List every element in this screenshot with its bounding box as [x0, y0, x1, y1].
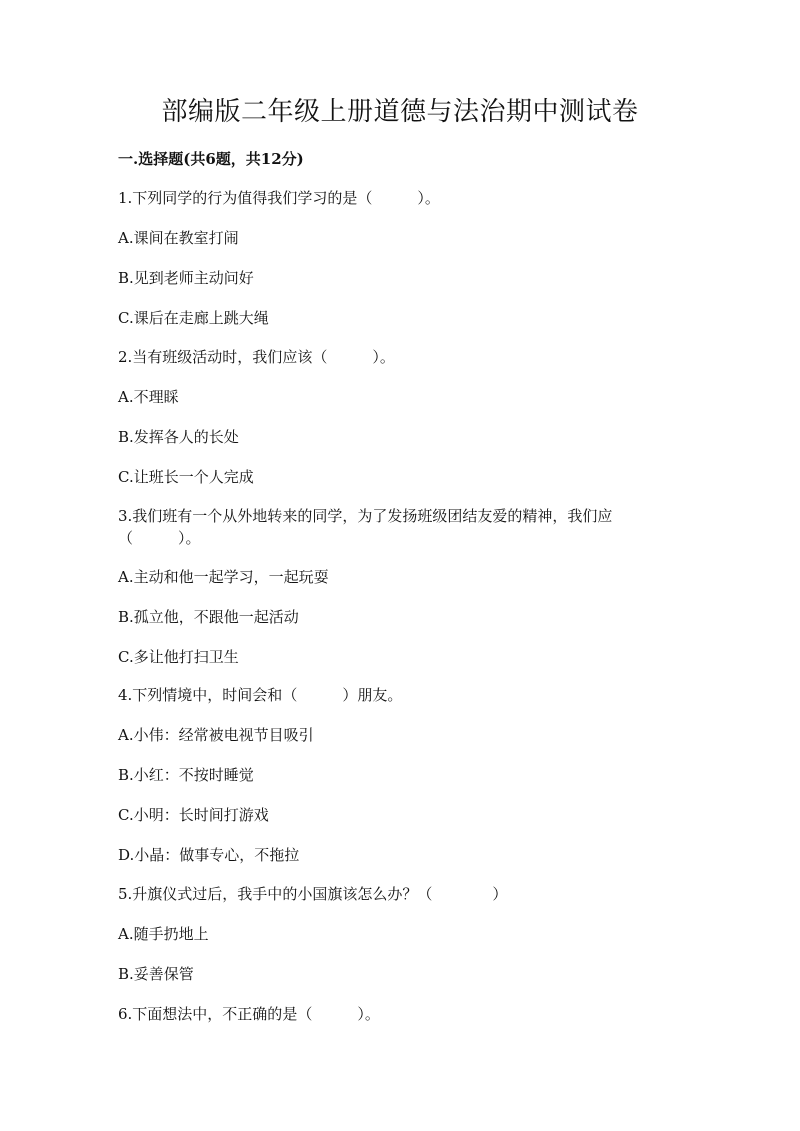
question-stem: 3.我们班有一个从外地转来的同学，为了发扬班级团结友爱的精神，我们应（ ）。: [118, 507, 613, 547]
question-option: A.随手扔地上: [118, 925, 209, 943]
question-option: C.让班长一个人完成: [118, 468, 254, 486]
section-heading: 一.选择题(共6题，共12分): [118, 150, 304, 168]
question-option: B.妥善保管: [118, 965, 194, 983]
question-option: C.课后在走廊上跳大绳: [118, 309, 269, 327]
question-option: B.小红：不按时睡觉: [118, 766, 254, 784]
question-option: C.小明：长时间打游戏: [118, 806, 269, 824]
question-option: D.小晶：做事专心，不拖拉: [118, 846, 300, 864]
question-option: B.见到老师主动问好: [118, 269, 254, 287]
question-stem: 4.下列情境中，时间会和（ ）朋友。: [118, 686, 403, 704]
question-option: A.不理睬: [118, 388, 179, 406]
question-stem: 2.当有班级活动时，我们应该（ ）。: [118, 348, 395, 366]
question-stem: 1.下列同学的行为值得我们学习的是（ ）。: [118, 189, 440, 207]
question-option: C.多让他打扫卫生: [118, 648, 239, 666]
question-stem: 5.升旗仪式过后，我手中的小国旗该怎么办？（ ）: [118, 885, 508, 903]
question-option: B.发挥各人的长处: [118, 428, 239, 446]
question-stem: 6.下面想法中，不正确的是（ ）。: [118, 1005, 380, 1023]
question-option: A.小伟：经常被电视节目吸引: [118, 726, 314, 744]
page-title: 部编版二年级上册道德与法治期中测试卷: [161, 97, 639, 127]
question-option: A.主动和他一起学习，一起玩耍: [118, 568, 329, 586]
question-option: B.孤立他，不跟他一起活动: [118, 608, 299, 626]
question-option: A.课间在教室打闹: [118, 229, 239, 247]
